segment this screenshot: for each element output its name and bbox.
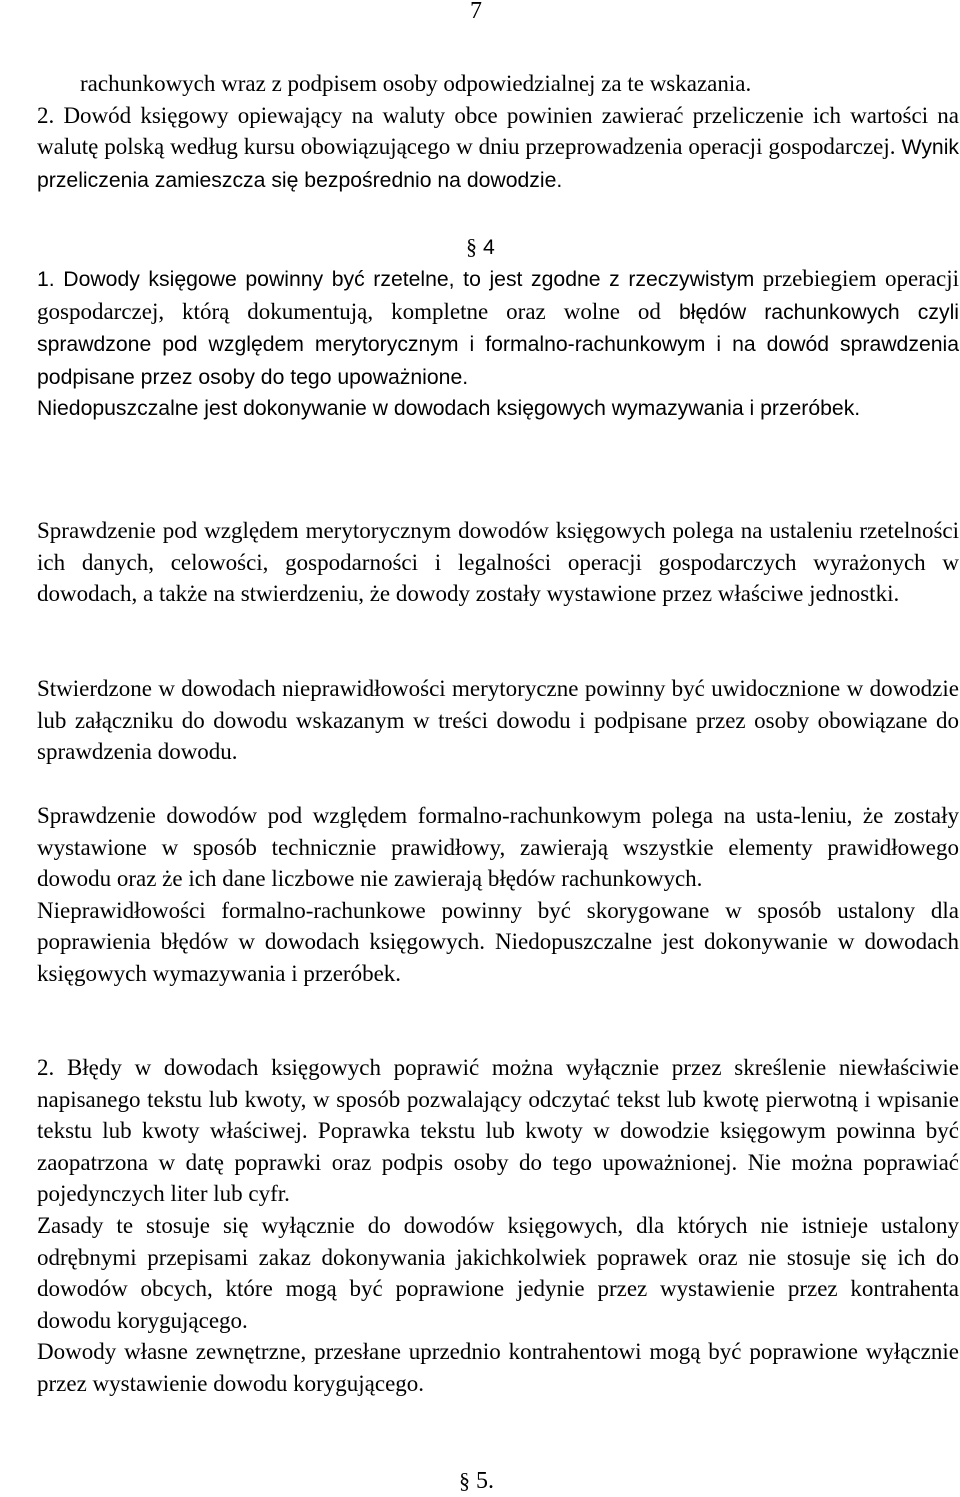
intro-block (37, 68, 959, 196)
formal-irregularities-text: Nieprawidłowości formalno-rachunkowe powinny być skorygowane w sposób ustalony dla poprawienia błędów w dowodach księgowych. Niedopuszczalne jest dokonywanie w dowodach księgowych wymazywania i przeróbek. (37, 897, 959, 986)
item-1-text-a: 1. Dowody księgowe powinny być rzetelne, to jest zgodne z rzeczywistym (37, 268, 755, 291)
section-sign: § (466, 234, 477, 259)
prohibition-paragraph: Niedopuszczalne jest dokonywanie w dowodach księgowych wymazywania i przeróbek. (37, 397, 861, 421)
formal-check-block (37, 800, 959, 990)
formal-check-text: Sprawdzenie dowodów pod względem formalno-rachunkowym polega na usta-leniu, że zostały wystawione w sposób technicznie prawidłowy, zawierają wszystkie elementy prawidłowego dowodu oraz że ich dane liczbowe nie zawierają błędów rachunkowych. (37, 803, 959, 892)
own-documents-text: Dowody własne zewnętrzne, przesłane uprzednio kontrahentowi mogą być poprawione wyłącznie przez wystawienie dowodu korygującego. (37, 1339, 959, 1396)
section-number: 5. (476, 1468, 494, 1494)
item-1-text-c: błędów rachunkowych czyli sprawdzone pod względem merytorycznym i formalno-rachunkowym i na dowód sprawdzenia podpisane przez osoby do tego upoważnione. (37, 300, 959, 389)
item-1-text-b: przebiegiem operacji gospodarczej, którą dokumentują, kompletne oraz wolne od (37, 266, 960, 324)
item-2-corrections: 2. Błędy w dowodach księgowych poprawić można wyłącznie przez skreślenie niewłaściwie napisanego tekstu lub kwoty, w sposób pozwalający odczytać tekst lub kwotę pierwotną i wpisanie tekstu lub kwoty właściwej. Poprawka tekstu lub kwoty w dowodzie księgowym powinna być zaopatrzona w datę poprawki oraz podpis osoby do tego upoważnionej. Nie można poprawiać pojedynczych liter lub cyfr. (37, 1055, 959, 1207)
merit-check-paragraph (37, 515, 959, 610)
section-4-heading (466, 232, 495, 263)
section-4-item-1 (37, 263, 959, 425)
irregularities-text: Stwierdzone w dowodach nieprawidłowości merytoryczne powinny być uwidocznione w dowodzie lub załączniku do dowodu wskazanym w treści dowodu i podpisane przez osoby obowiązane do sprawdzenia dowodu. (37, 676, 959, 765)
corrections-block (37, 1052, 959, 1400)
merit-check-text: Sprawdzenie pod względem merytorycznym dowodów księgowych polega na ustaleniu rzetelności ich danych, celowości, gospodarności i legalności operacji gospodarczych wyrażonych w dowodach, a także na stwierdzeniu, że dowody zostały wystawione przez właściwe jednostki. (37, 518, 959, 607)
irregularities-paragraph (37, 673, 959, 768)
continuation-line: rachunkowych wraz z podpisem osoby odpowiedzialnej za te wskazania. (80, 71, 752, 96)
page-number: 7 (470, 0, 482, 24)
section-number: 4 (483, 236, 495, 259)
rules-application-text: Zasady te stosuje się wyłącznie do dowodów księgowych, dla których nie istnieje ustalony odrębnymi przepisami zakaz dokonywania jakichkolwiek poprawek oraz nie stosuje się ich do dowodów obcych, które mogą być poprawione jedynie przez wystawienie przez kontrahenta dowodu korygującego. (37, 1212, 959, 1333)
item-2-text-sans: Wynik przeliczenia zamieszcza się bezpośrednio na dowodzie. (37, 136, 959, 192)
section-5-heading (459, 1466, 494, 1496)
item-2-currency (37, 100, 959, 197)
item-1-paragraph (37, 263, 959, 393)
section-sign: § (459, 1468, 470, 1493)
item-2-text: 2. Dowód księgowy opiewający na waluty obce powinien zawierać przeliczenie ich wartości na walutę polską według kursu obowiązującego w dniu przeprowadzenia operacji gospodarczej. (37, 102, 959, 160)
